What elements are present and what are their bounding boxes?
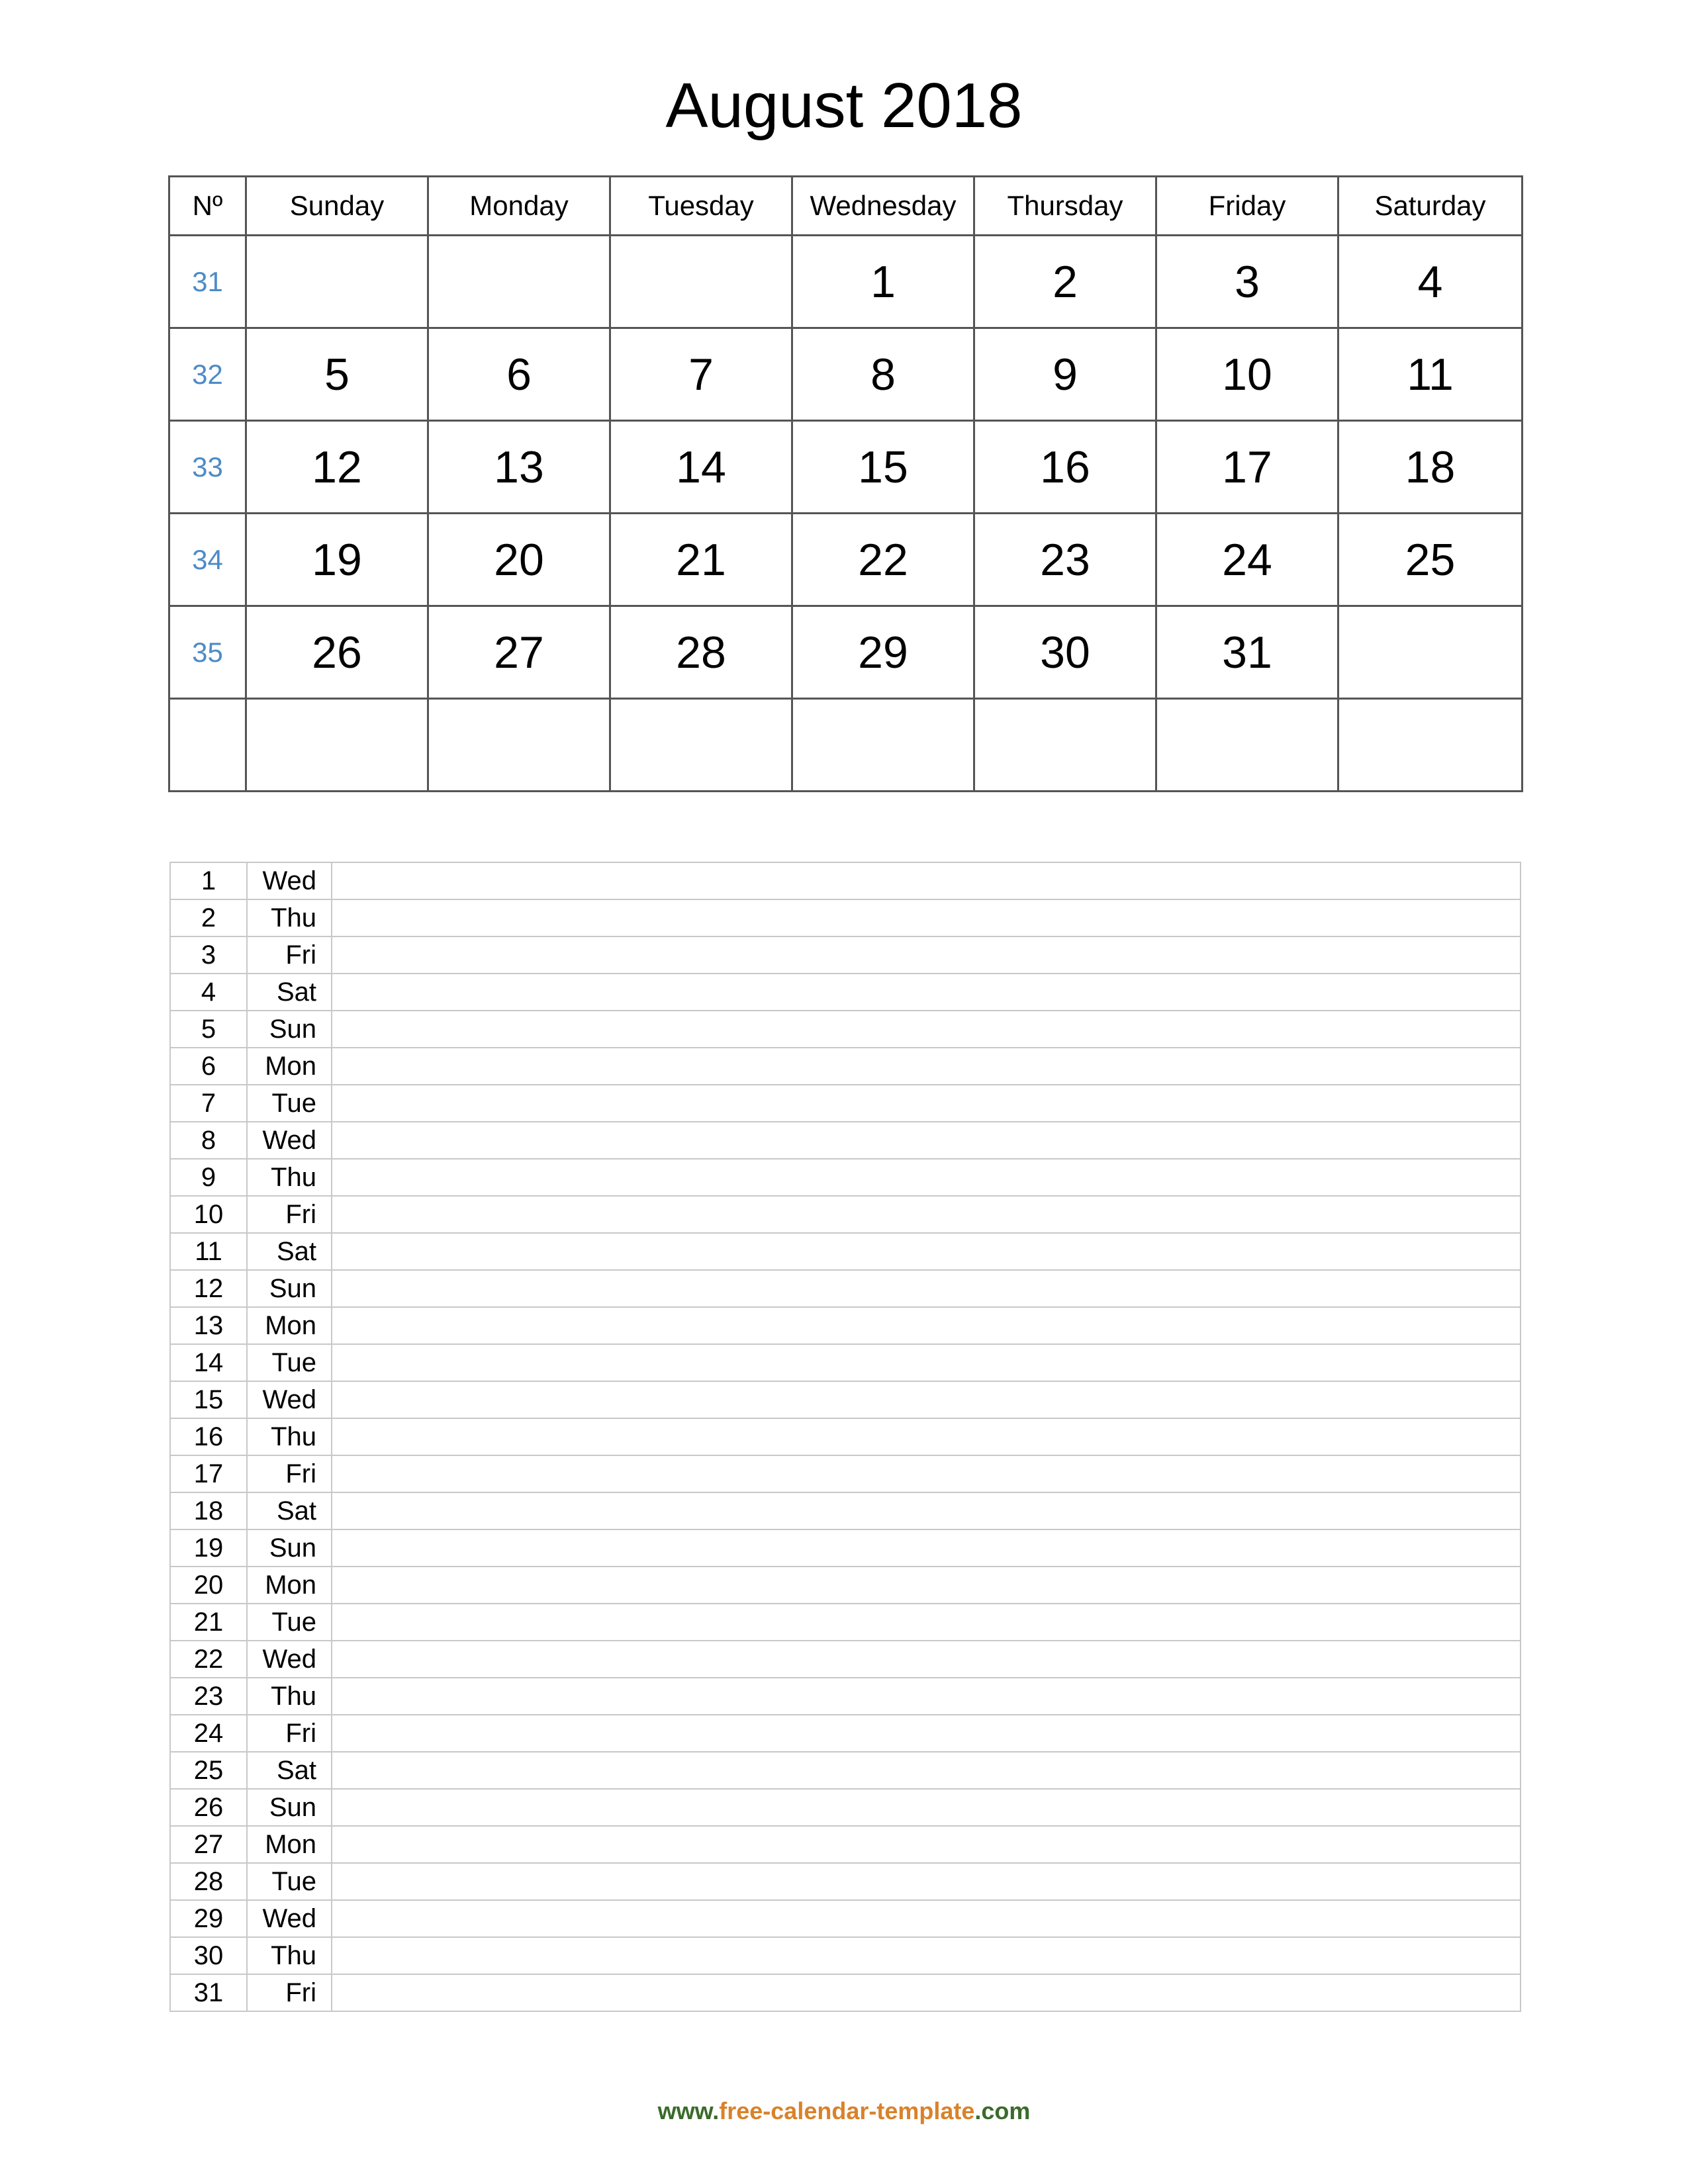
list-note-cell (332, 1900, 1521, 1937)
list-day-number: 28 (170, 1863, 247, 1900)
list-day-number: 23 (170, 1678, 247, 1715)
week-number: 33 (169, 421, 246, 514)
header-friday: Friday (1156, 177, 1338, 236)
list-day-number: 29 (170, 1900, 247, 1937)
list-row (170, 1122, 1521, 1159)
day-cell: 30 (974, 606, 1156, 699)
list-day-number: 27 (170, 1826, 247, 1863)
list-day-number: 26 (170, 1789, 247, 1826)
day-cell: 2 (974, 236, 1156, 328)
list-day-of-week: Sat (247, 1233, 332, 1270)
list-day-of-week: Wed (247, 1900, 332, 1937)
list-day-of-week: Thu (247, 1678, 332, 1715)
list-day-number: 8 (170, 1122, 247, 1159)
day-cell (1156, 699, 1338, 792)
list-row (170, 1641, 1521, 1678)
day-cell (792, 699, 974, 792)
list-day-of-week: Thu (247, 1418, 332, 1455)
day-cell (246, 236, 428, 328)
grid-header-row (169, 177, 1523, 236)
list-day-of-week: Mon (247, 1307, 332, 1344)
day-cell: 15 (792, 421, 974, 514)
list-day-number: 2 (170, 899, 247, 936)
list-row (170, 1085, 1521, 1122)
week-row (169, 328, 1523, 421)
list-note-cell (332, 1937, 1521, 1974)
list-day-number: 16 (170, 1418, 247, 1455)
list-row (170, 1381, 1521, 1418)
list-day-of-week: Mon (247, 1826, 332, 1863)
list-row (170, 1826, 1521, 1863)
header-tuesday: Tuesday (610, 177, 792, 236)
list-note-cell (332, 1011, 1521, 1048)
day-cell (610, 699, 792, 792)
list-day-of-week: Tue (247, 1085, 332, 1122)
list-row (170, 1752, 1521, 1789)
list-note-cell (332, 862, 1521, 899)
week-number: 31 (169, 236, 246, 328)
list-row (170, 1715, 1521, 1752)
list-note-cell (332, 1492, 1521, 1529)
day-cell: 3 (1156, 236, 1338, 328)
day-cell: 1 (792, 236, 974, 328)
header-wednesday: Wednesday (792, 177, 974, 236)
header-monday: Monday (428, 177, 610, 236)
list-note-cell (332, 1752, 1521, 1789)
list-day-of-week: Wed (247, 1641, 332, 1678)
list-day-number: 15 (170, 1381, 247, 1418)
list-day-of-week: Sun (247, 1529, 332, 1567)
list-day-number: 18 (170, 1492, 247, 1529)
list-day-number: 24 (170, 1715, 247, 1752)
day-cell: 21 (610, 514, 792, 606)
day-cell (974, 699, 1156, 792)
month-grid (168, 175, 1523, 792)
list-day-of-week: Wed (247, 1122, 332, 1159)
list-row (170, 1529, 1521, 1567)
list-note-cell (332, 1789, 1521, 1826)
day-cell: 12 (246, 421, 428, 514)
list-note-cell (332, 1604, 1521, 1641)
list-row (170, 1344, 1521, 1381)
list-day-number: 31 (170, 1974, 247, 2011)
list-day-number: 3 (170, 936, 247, 974)
day-cell: 8 (792, 328, 974, 421)
day-cell: 20 (428, 514, 610, 606)
list-day-number: 17 (170, 1455, 247, 1492)
week-row (169, 236, 1523, 328)
list-row (170, 1196, 1521, 1233)
list-day-of-week: Sun (247, 1789, 332, 1826)
list-day-of-week: Mon (247, 1567, 332, 1604)
week-number: 34 (169, 514, 246, 606)
footer-website (0, 2091, 1688, 2131)
list-note-cell (332, 1678, 1521, 1715)
week-number: 32 (169, 328, 246, 421)
calendar-title: August 2018 (665, 70, 1023, 141)
list-row (170, 936, 1521, 974)
list-note-cell (332, 1048, 1521, 1085)
day-cell: 6 (428, 328, 610, 421)
list-row (170, 1974, 1521, 2011)
list-note-cell (332, 1715, 1521, 1752)
list-row (170, 1604, 1521, 1641)
list-row (170, 974, 1521, 1011)
header-thursday: Thursday (974, 177, 1156, 236)
list-row (170, 1863, 1521, 1900)
list-row (170, 899, 1521, 936)
list-day-of-week: Sun (247, 1270, 332, 1307)
list-day-of-week: Sat (247, 1492, 332, 1529)
list-row (170, 1418, 1521, 1455)
list-row (170, 1678, 1521, 1715)
list-note-cell (332, 1196, 1521, 1233)
day-cell: 28 (610, 606, 792, 699)
week-row (169, 699, 1523, 792)
list-day-number: 11 (170, 1233, 247, 1270)
list-day-of-week: Tue (247, 1344, 332, 1381)
list-day-number: 14 (170, 1344, 247, 1381)
list-row (170, 1937, 1521, 1974)
list-row (170, 862, 1521, 899)
list-note-cell (332, 936, 1521, 974)
list-note-cell (332, 1344, 1521, 1381)
day-cell: 25 (1338, 514, 1523, 606)
list-day-number: 1 (170, 862, 247, 899)
day-cell (428, 699, 610, 792)
week-number (169, 699, 246, 792)
list-row (170, 1159, 1521, 1196)
list-note-cell (332, 1974, 1521, 2011)
list-day-of-week: Wed (247, 1381, 332, 1418)
list-day-of-week: Fri (247, 1974, 332, 2011)
list-note-cell (332, 1641, 1521, 1678)
list-day-of-week: Fri (247, 1196, 332, 1233)
list-row (170, 1307, 1521, 1344)
list-row (170, 1900, 1521, 1937)
list-day-of-week: Fri (247, 1715, 332, 1752)
list-note-cell (332, 1863, 1521, 1900)
list-note-cell (332, 1270, 1521, 1307)
week-number: 35 (169, 606, 246, 699)
list-note-cell (332, 1455, 1521, 1492)
day-cell: 17 (1156, 421, 1338, 514)
day-cell: 27 (428, 606, 610, 699)
list-day-number: 25 (170, 1752, 247, 1789)
day-cell: 26 (246, 606, 428, 699)
list-day-number: 6 (170, 1048, 247, 1085)
list-note-cell (332, 974, 1521, 1011)
list-day-number: 9 (170, 1159, 247, 1196)
list-day-of-week: Thu (247, 1159, 332, 1196)
list-note-cell (332, 1529, 1521, 1567)
day-cell (1338, 699, 1523, 792)
day-cell: 11 (1338, 328, 1523, 421)
day-cell: 22 (792, 514, 974, 606)
list-row (170, 1048, 1521, 1085)
day-cell: 9 (974, 328, 1156, 421)
list-day-number: 13 (170, 1307, 247, 1344)
list-day-of-week: Thu (247, 899, 332, 936)
list-day-number: 21 (170, 1604, 247, 1641)
list-day-number: 4 (170, 974, 247, 1011)
list-row (170, 1789, 1521, 1826)
list-day-number: 10 (170, 1196, 247, 1233)
footer-prefix: www. (657, 2097, 720, 2124)
list-row (170, 1233, 1521, 1270)
list-day-of-week: Tue (247, 1604, 332, 1641)
list-day-number: 20 (170, 1567, 247, 1604)
list-day-number: 7 (170, 1085, 247, 1122)
list-day-number: 22 (170, 1641, 247, 1678)
day-cell (1338, 606, 1523, 699)
list-day-of-week: Fri (247, 936, 332, 974)
footer-suffix: .com (974, 2097, 1031, 2124)
week-row (169, 514, 1523, 606)
list-day-of-week: Thu (247, 1937, 332, 1974)
day-cell: 29 (792, 606, 974, 699)
list-day-of-week: Wed (247, 862, 332, 899)
list-day-number: 12 (170, 1270, 247, 1307)
day-cell (246, 699, 428, 792)
list-note-cell (332, 1159, 1521, 1196)
day-cell: 19 (246, 514, 428, 606)
list-day-of-week: Sun (247, 1011, 332, 1048)
list-day-of-week: Sat (247, 974, 332, 1011)
week-row (169, 421, 1523, 514)
day-cell: 4 (1338, 236, 1523, 328)
week-row (169, 606, 1523, 699)
list-note-cell (332, 1085, 1521, 1122)
day-cell (610, 236, 792, 328)
list-day-of-week: Sat (247, 1752, 332, 1789)
header-sunday: Sunday (246, 177, 428, 236)
footer-middle: free-calendar-template (719, 2097, 975, 2124)
day-cell: 31 (1156, 606, 1338, 699)
day-cell: 24 (1156, 514, 1338, 606)
list-day-number: 30 (170, 1937, 247, 1974)
list-row (170, 1270, 1521, 1307)
list-note-cell (332, 899, 1521, 936)
list-note-cell (332, 1567, 1521, 1604)
day-cell: 7 (610, 328, 792, 421)
day-cell: 16 (974, 421, 1156, 514)
list-day-of-week: Tue (247, 1863, 332, 1900)
daily-notes-list (169, 862, 1521, 2012)
day-cell: 18 (1338, 421, 1523, 514)
list-note-cell (332, 1418, 1521, 1455)
list-note-cell (332, 1233, 1521, 1270)
header-saturday: Saturday (1338, 177, 1523, 236)
list-day-of-week: Fri (247, 1455, 332, 1492)
header-week-number: Nº (169, 177, 246, 236)
day-cell: 13 (428, 421, 610, 514)
list-row (170, 1455, 1521, 1492)
list-note-cell (332, 1307, 1521, 1344)
list-note-cell (332, 1122, 1521, 1159)
day-cell: 14 (610, 421, 792, 514)
day-cell (428, 236, 610, 328)
list-row (170, 1567, 1521, 1604)
day-cell: 23 (974, 514, 1156, 606)
list-row (170, 1011, 1521, 1048)
day-cell: 5 (246, 328, 428, 421)
list-day-of-week: Mon (247, 1048, 332, 1085)
list-note-cell (332, 1381, 1521, 1418)
list-day-number: 19 (170, 1529, 247, 1567)
day-cell: 10 (1156, 328, 1338, 421)
list-row (170, 1492, 1521, 1529)
list-note-cell (332, 1826, 1521, 1863)
list-day-number: 5 (170, 1011, 247, 1048)
